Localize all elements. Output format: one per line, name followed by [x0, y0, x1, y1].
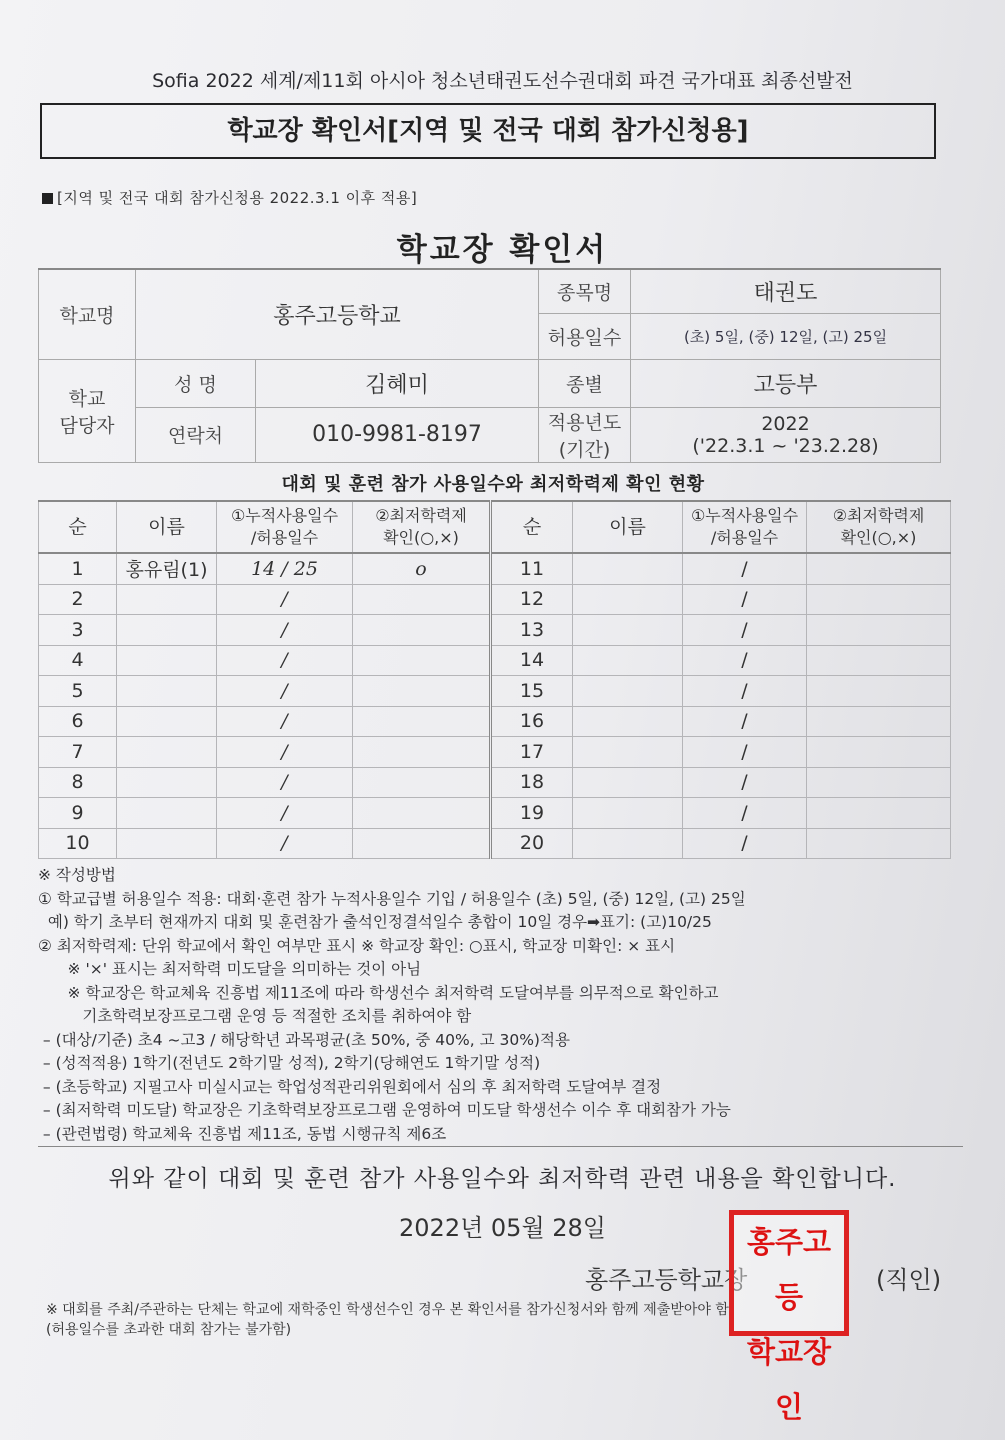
row-number: 10	[39, 828, 117, 859]
min-grade-check: o	[353, 553, 491, 584]
writing-guide	[38, 864, 958, 1146]
student-name	[573, 828, 683, 859]
guide-title: ※ 작성방법	[38, 866, 116, 884]
student-name	[117, 584, 217, 615]
days-used: /	[683, 615, 807, 646]
min-grade-check	[353, 798, 491, 829]
event-title: Sofia 2022 세계/제11회 아시아 청소년태권도선수권대회 파견 국가대표 최종선발전	[152, 70, 853, 92]
col-days-right: ①누적사용일수 /허용일수	[683, 501, 807, 553]
sport-label: 종목명	[539, 269, 631, 313]
table-row	[39, 737, 951, 768]
contact-person-label: 학교 담당자	[39, 359, 136, 462]
footnote-line-2: (허용일수를 초과한 대회 참가는 불가함)	[46, 1322, 292, 1338]
row-number: 8	[39, 767, 117, 798]
school-value: 홍주고등학교	[136, 269, 539, 359]
row-number: 1	[39, 553, 117, 584]
guide-line: – (초등학교) 지필고사 미실시교는 학업성적관리위원회에서 심의 후 최저학력 도달여부 결정	[38, 1077, 662, 1096]
guide-line: ※ 학교장은 학교체육 진흥법 제11조에 따라 학생선수 최저학력 도달여부를 의무적으로 확인하고	[38, 983, 719, 1002]
min-grade-check	[807, 767, 951, 798]
min-grade-check	[353, 676, 491, 707]
col-name-right: 이름	[573, 501, 683, 553]
col-name: 이름	[117, 501, 217, 553]
row-number: 14	[491, 645, 573, 676]
student-name: 홍유림(1)	[117, 553, 217, 584]
guide-lines	[38, 888, 958, 1147]
days-used: /	[683, 584, 807, 615]
name-label: 성 명	[136, 359, 256, 407]
student-name	[573, 645, 683, 676]
guide-line: ② 최저학력제: 단위 학교에서 확인 여부만 표시 ※ 학교장 확인: ○표시, 학교장 미확인: × 표시	[38, 936, 676, 955]
category-label: 종별	[539, 359, 631, 407]
min-grade-check	[807, 584, 951, 615]
stamp-line-1: 홍주고등	[746, 1225, 832, 1314]
sport-value: 태권도	[631, 269, 941, 313]
guide-line: ※ '×' 표시는 최저학력 미도달을 의미하는 것이 아님	[38, 960, 422, 978]
name-value: 김혜미	[256, 359, 539, 407]
student-name	[573, 676, 683, 707]
days-used: /	[217, 828, 353, 859]
table-row	[39, 645, 951, 676]
row-number: 5	[39, 676, 117, 707]
min-grade-check	[353, 706, 491, 737]
school-label: 학교명	[39, 269, 136, 359]
days-used: 14 / 25	[217, 553, 353, 584]
days-used: /	[217, 737, 353, 768]
student-name	[117, 706, 217, 737]
phone-value: 010-9981-8197	[256, 407, 539, 462]
col-no-right: 순	[491, 501, 573, 553]
min-grade-check	[807, 553, 951, 584]
table-row	[39, 828, 951, 859]
allowed-days-label: 허용일수	[539, 313, 631, 359]
notice-line	[42, 187, 417, 208]
school-seal-stamp	[729, 1210, 849, 1424]
student-name	[117, 676, 217, 707]
table-header-row	[39, 501, 951, 553]
days-used: /	[683, 767, 807, 798]
days-used: /	[217, 584, 353, 615]
square-bullet-icon	[42, 193, 53, 204]
days-used: /	[683, 645, 807, 676]
days-used: /	[683, 553, 807, 584]
phone-label: 연락처	[136, 407, 256, 462]
status-table	[38, 500, 951, 859]
min-grade-check	[807, 828, 951, 859]
days-used: /	[683, 706, 807, 737]
student-name	[117, 645, 217, 676]
student-name	[117, 798, 217, 829]
student-name	[117, 828, 217, 859]
row-number: 17	[491, 737, 573, 768]
student-name	[573, 553, 683, 584]
confirm-statement: 위와 같이 대회 및 훈련 참가 사용일수와 최저학력 관련 내용을 확인합니다.	[108, 1166, 897, 1192]
guide-line: 기초학력보장프로그램 운영 등 적절한 조치를 취하여야 함	[38, 1007, 472, 1025]
min-grade-check	[353, 737, 491, 768]
table-row	[39, 553, 951, 584]
guide-line: – (대상/기준) 초4 ~고3 / 해당학년 과목평균(초 50%, 중 40%, 고 30%)적용	[38, 1030, 570, 1049]
row-number: 16	[491, 706, 573, 737]
days-used: /	[217, 645, 353, 676]
form-title: 학교장 확인서	[396, 232, 609, 268]
days-used: /	[683, 737, 807, 768]
student-name	[117, 767, 217, 798]
issue-date: 2022년 05월 28일	[399, 1214, 606, 1242]
min-grade-check	[353, 584, 491, 615]
notice-text: [지역 및 전국 대회 참가신청용 2022.3.1 이후 적용]	[57, 189, 418, 207]
min-grade-check	[807, 737, 951, 768]
row-number: 9	[39, 798, 117, 829]
min-grade-check	[807, 645, 951, 676]
category-value: 고등부	[631, 359, 941, 407]
row-number: 13	[491, 615, 573, 646]
min-grade-check	[807, 615, 951, 646]
row-number: 15	[491, 676, 573, 707]
table-row	[39, 676, 951, 707]
seal-label: (직인)	[876, 1266, 942, 1294]
footnote-line-1: ※ 대회를 주최/주관하는 단체는 학교에 재학중인 학생선수인 경우 본 확인서를 참가신청서와 함께 제출받아야 함	[46, 1302, 729, 1318]
min-grade-check	[353, 645, 491, 676]
status-heading: 대회 및 훈련 참가 사용일수와 최저학력제 확인 현황	[281, 474, 705, 495]
table-row	[39, 706, 951, 737]
col-min-grade: ②최저학력제 확인(○,×)	[353, 501, 491, 553]
days-used: /	[217, 798, 353, 829]
student-name	[573, 615, 683, 646]
student-name	[573, 584, 683, 615]
stamp-line-2: 학교장인	[746, 1335, 832, 1424]
guide-line: ① 학교급별 허용일수 적용: 대회·훈련 참가 누적사용일수 기입 / 허용일수 (초) 5일, (중) 12일, (고) 25일	[38, 889, 746, 908]
student-name	[573, 767, 683, 798]
min-grade-check	[353, 767, 491, 798]
box-title: 학교장 확인서[지역 및 전국 대회 참가신청용]	[40, 103, 936, 159]
year-label: 적용년도 (기간)	[539, 407, 631, 462]
student-name	[573, 737, 683, 768]
guide-line: – (성적적용) 1학기(전년도 2학기말 성적), 2학기(당해연도 1학기말 성적)	[38, 1054, 541, 1072]
row-number: 19	[491, 798, 573, 829]
row-number: 2	[39, 584, 117, 615]
table-row	[39, 584, 951, 615]
row-number: 6	[39, 706, 117, 737]
guide-line: – (최저학력 미도달) 학교장은 기초학력보장프로그램 운영하여 미도달 학생선수 이수 후 대회참가 가능	[38, 1101, 731, 1119]
row-number: 11	[491, 553, 573, 584]
row-number: 3	[39, 615, 117, 646]
col-min-grade-right: ②최저학력제 확인(○,×)	[807, 501, 951, 553]
year-value: 2022 ('22.3.1 ~ '23.2.28)	[631, 407, 941, 462]
table-row	[39, 798, 951, 829]
info-table	[38, 268, 941, 463]
min-grade-check	[353, 615, 491, 646]
student-name	[573, 706, 683, 737]
student-name	[117, 615, 217, 646]
student-name	[573, 798, 683, 829]
days-used: /	[683, 798, 807, 829]
row-number: 7	[39, 737, 117, 768]
min-grade-check	[807, 798, 951, 829]
days-used: /	[683, 676, 807, 707]
row-number: 18	[491, 767, 573, 798]
days-used: /	[217, 706, 353, 737]
days-used: /	[217, 615, 353, 646]
min-grade-check	[807, 676, 951, 707]
table-body	[39, 553, 951, 859]
days-used: /	[217, 767, 353, 798]
row-number: 4	[39, 645, 117, 676]
row-number: 12	[491, 584, 573, 615]
signer-name: 홍주고등학교장	[585, 1266, 748, 1294]
min-grade-check	[807, 706, 951, 737]
divider	[38, 1146, 963, 1147]
student-name	[117, 737, 217, 768]
min-grade-check	[353, 828, 491, 859]
table-row	[39, 767, 951, 798]
days-used: /	[217, 676, 353, 707]
col-no: 순	[39, 501, 117, 553]
row-number: 20	[491, 828, 573, 859]
table-row	[39, 615, 951, 646]
days-used: /	[683, 828, 807, 859]
col-days: ①누적사용일수 /허용일수	[217, 501, 353, 553]
allowed-days-value: (초) 5일, (중) 12일, (고) 25일	[631, 313, 941, 359]
guide-line: 예) 학기 초부터 현재까지 대회 및 훈련참가 출석인정결석일수 총합이 10일 경우➡표기: (고)10/25	[38, 913, 712, 931]
guide-line: – (관련법령) 학교체육 진흥법 제11조, 동법 시행규칙 제6조	[38, 1124, 447, 1143]
